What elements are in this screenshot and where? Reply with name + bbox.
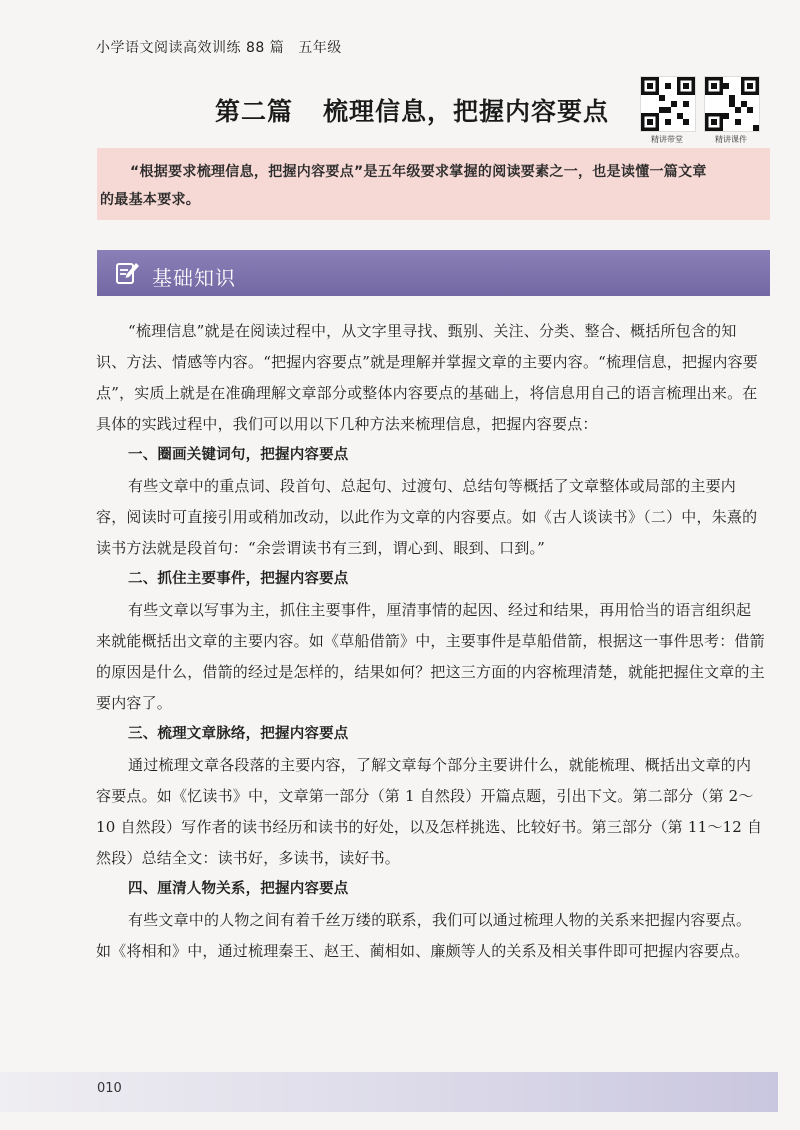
running-header: [96, 37, 342, 57]
qr-code-right: [704, 76, 760, 132]
intro-text: “根据要求梳理信息，把握内容要点”是五年级要求掌握的阅读要素之一，也是读懂一篇文章的最基本要求。: [100, 164, 707, 208]
paragraph-method-2: 有些文章以写事为主，抓住主要事件，厘清事情的起因、经过和结果，再用恰当的语言组织起来就能概括出文章的主要内容。如《草船借箭》中，主要事件是草船借箭，根据这一事件思考：借箭的原因是什么，借箭的经过是怎样的，结果如何？把这三方面的内容梳理清楚，就能把握住文章的主要内容了。: [96, 601, 765, 712]
paragraph-method-1: 有些文章中的重点词、段首句、总起句、过渡句、总结句等概括了文章整体或局部的主要内容，阅读时可直接引用或稍加改动，以此作为文章的内容要点。如《古人谈读书》（二）中，朱熹的读书方法就是段首句：“余尝谓读书有三到，谓心到、眼到、口到。”: [96, 477, 758, 557]
paragraph-method-3: 通过梳理文章各段落的主要内容，了解文章每个部分主要讲什么，就能梳理、概括出文章的内容要点。如《忆读书》中，文章第一部分（第 1 自然段）开篇点题，引出下文。第二部分（第 2～10 自然段）写作者的读书经历和读书的好处，以及怎样挑选、比较好书。第三部分（第 11～12 自然段）总结全文：读书好，多读书，读好书。: [96, 756, 763, 867]
heading-method-2: 二、抓住主要事件，把握内容要点: [128, 571, 349, 587]
main-content: [96, 316, 766, 967]
pencil-note-icon: [115, 260, 141, 286]
page-title: [215, 92, 609, 128]
qr-code-left: [640, 76, 696, 132]
heading-method-4: 四、厘清人物关系，把握内容要点: [128, 881, 349, 897]
title-main: 梳理信息，把握内容要点: [323, 97, 610, 126]
paragraph-method-4: 有些文章中的人物之间有着千丝万缕的联系，我们可以通过梳理人物的关系来把握内容要点。如《将相和》中，通过梳理秦王、赵王、蔺相如、廉颇等人的关系及相关事件即可把握内容要点。: [96, 911, 752, 960]
grade-label: 五年级: [298, 40, 342, 56]
section-title: 基础知识: [152, 266, 236, 290]
heading-method-1: 一、圈画关键词句，把握内容要点: [128, 447, 349, 463]
heading-method-3: 三、梳理文章脉络，把握内容要点: [128, 726, 349, 742]
book-title: 小学语文阅读高效训练 88 篇: [96, 40, 285, 56]
title-part: 第二篇: [215, 97, 294, 126]
qr-caption-right: 精讲课件: [715, 135, 747, 144]
page-number: 010: [97, 1081, 122, 1096]
qr-caption-left: 精讲带堂: [651, 135, 683, 144]
paragraph-intro: “梳理信息”就是在阅读过程中，从文字里寻找、甄别、关注、分类、整合、概括所包含的知识、方法、情感等内容。“把握内容要点”就是理解并掌握文章的主要内容。“梳理信息，把握内容要点”，实质上就是在准确理解文章部分或整体内容要点的基础上，将信息用自己的语言梳理出来。在具体的实践过程中，我们可以用以下几种方法来梳理信息，把握内容要点：: [96, 322, 759, 433]
